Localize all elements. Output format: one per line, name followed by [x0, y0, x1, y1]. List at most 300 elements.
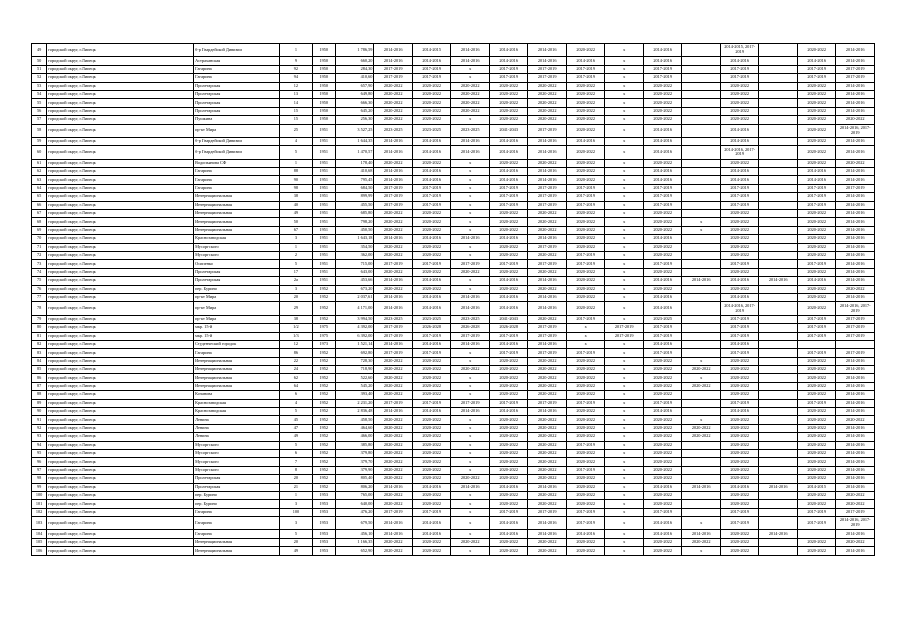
house-number-cell: 9 — [280, 57, 312, 65]
period-cell: 2014-2015 — [412, 44, 451, 57]
period-cell: x — [451, 116, 490, 124]
table-row — [32, 475, 875, 483]
period-cell — [759, 500, 798, 508]
period-cell: 2014-2016 — [451, 57, 490, 65]
period-cell: x — [605, 226, 644, 234]
period-cell: x — [566, 332, 605, 340]
period-cell — [682, 159, 721, 167]
period-cell — [682, 137, 721, 145]
street-cell: Осипенко — [194, 260, 280, 268]
period-cell: 2014-2016 — [643, 340, 682, 348]
period-cell: 2020-2022 — [720, 424, 759, 432]
house-number-cell: 3 — [280, 517, 312, 530]
period-cell: x — [605, 44, 644, 57]
house-number-cell: 22 — [280, 357, 312, 365]
year-cell: 1951 — [312, 193, 335, 201]
period-cell — [682, 116, 721, 124]
period-cell: 2014-2016 — [836, 357, 875, 365]
area-cell: 685,80 — [335, 210, 374, 218]
house-number-cell: 86 — [280, 349, 312, 357]
table-row — [32, 268, 875, 276]
table-row — [32, 146, 875, 159]
period-cell: x — [605, 491, 644, 499]
period-cell: 2017-2019 — [566, 466, 605, 474]
year-cell: 1953 — [312, 491, 335, 499]
house-number-cell: 24 — [280, 366, 312, 374]
municipality-cell: городской округ, г.Липецк — [47, 441, 194, 449]
period-cell: 2017-2019 — [720, 260, 759, 268]
period-cell: 2020-2022 — [566, 235, 605, 243]
period-cell: x — [605, 74, 644, 82]
row-number: 91 — [32, 416, 47, 424]
period-cell: 2017-2019 — [374, 324, 413, 332]
period-cell — [759, 99, 798, 107]
period-cell — [759, 293, 798, 301]
period-cell: x — [605, 218, 644, 226]
period-cell: 2014-2016 — [528, 302, 567, 315]
period-cell: 2020-2022 — [566, 226, 605, 234]
period-cell: 2020-2022 — [451, 107, 490, 115]
area-cell: 643,00 — [335, 268, 374, 276]
period-cell: 2014-2016 — [451, 408, 490, 416]
period-cell: 2020-2022 — [528, 374, 567, 382]
period-cell: 2017-2019 — [566, 315, 605, 323]
municipality-cell: городской округ, г.Липецк — [47, 416, 194, 424]
table-row — [32, 416, 875, 424]
row-number: 63 — [32, 176, 47, 184]
period-cell: 2014-2016 — [412, 277, 451, 285]
street-cell: Астраханская — [194, 57, 280, 65]
period-cell: 2020-2022 — [643, 458, 682, 466]
period-cell: 2014-2016 — [489, 340, 528, 348]
period-cell: 2017-2019 — [836, 74, 875, 82]
period-cell: 2017-2019 — [836, 508, 875, 516]
period-cell — [759, 517, 798, 530]
table-row — [32, 491, 875, 499]
area-cell: 393,40 — [335, 391, 374, 399]
period-cell: 2014-2016 — [528, 44, 567, 57]
period-cell: 2017-2019 — [836, 324, 875, 332]
period-cell: x — [605, 235, 644, 243]
municipality-cell: городской округ, г.Липецк — [47, 382, 194, 390]
street-cell: пр-кт Мира — [194, 315, 280, 323]
municipality-cell: городской округ, г.Липецк — [47, 508, 194, 516]
period-cell: 2020-2022 — [412, 458, 451, 466]
period-cell: 2020-2022 — [797, 218, 836, 226]
period-cell: 2017-2019 — [566, 65, 605, 73]
house-number-cell: 3 — [280, 285, 312, 293]
period-cell: 2014-2016 — [836, 99, 875, 107]
period-cell: x — [451, 547, 490, 555]
period-cell — [682, 500, 721, 508]
period-cell: 2020-2022 — [528, 285, 567, 293]
street-cell: Мусоргского — [194, 458, 280, 466]
period-cell: 2020-2022 — [643, 107, 682, 115]
street-cell: Гагарина — [194, 530, 280, 538]
period-cell: x — [605, 293, 644, 301]
municipality-cell: городской округ, г.Липецк — [47, 332, 194, 340]
period-cell: 2014-2016 — [489, 57, 528, 65]
period-cell: 2020-2022 — [412, 449, 451, 457]
period-cell: 2020-2022 — [643, 491, 682, 499]
table-row — [32, 285, 875, 293]
period-cell: x — [605, 90, 644, 98]
period-cell: x — [605, 530, 644, 538]
period-cell: 2017-2019 — [374, 201, 413, 209]
table-row — [32, 243, 875, 251]
period-cell: 2020-2022 — [797, 424, 836, 432]
period-cell: 2020-2022 — [643, 218, 682, 226]
period-cell: 2017-2019 — [489, 260, 528, 268]
period-cell: 2014-2016 — [412, 293, 451, 301]
table-row — [32, 82, 875, 90]
period-cell — [759, 90, 798, 98]
year-cell: 1952 — [312, 357, 335, 365]
period-cell: 2020-2022 — [374, 116, 413, 124]
period-cell — [682, 146, 721, 159]
house-number-cell: 6 — [280, 391, 312, 399]
table-row — [32, 184, 875, 192]
house-number-cell: 88 — [280, 168, 312, 176]
period-cell: 2020-2022 — [836, 538, 875, 546]
house-number-cell: 49 — [280, 210, 312, 218]
period-cell: 2017-2019 — [605, 332, 644, 340]
period-cell: 2017-2019 — [797, 315, 836, 323]
year-cell: 1953 — [312, 500, 335, 508]
period-cell: 2023-2025 — [643, 315, 682, 323]
house-number-cell: 3 — [280, 500, 312, 508]
period-cell — [759, 201, 798, 209]
period-cell: 2014-2016 — [720, 277, 759, 285]
period-cell: 2020-2022 — [566, 424, 605, 432]
municipality-cell: городской округ, г.Липецк — [47, 293, 194, 301]
period-cell — [759, 315, 798, 323]
period-cell: 2020-2022 — [374, 449, 413, 457]
period-cell: 2017-2019 — [374, 184, 413, 192]
period-cell: 2014-2016 — [566, 530, 605, 538]
period-cell: 2020-2022 — [489, 82, 528, 90]
period-cell: x — [605, 243, 644, 251]
year-cell: 1950 — [312, 74, 335, 82]
period-cell — [682, 408, 721, 416]
period-cell: 2020-2022 — [374, 82, 413, 90]
period-cell: 2020-2022 — [489, 90, 528, 98]
period-cell: 2017-2019 — [528, 243, 567, 251]
year-cell: 1952 — [312, 416, 335, 424]
row-number: 51 — [32, 65, 47, 73]
municipality-cell: городской округ, г.Липецк — [47, 315, 194, 323]
period-cell: 2014-2016 — [643, 44, 682, 57]
period-cell: 2014-2016 — [643, 137, 682, 145]
period-cell: 2017-2019 — [528, 332, 567, 340]
table-row — [32, 235, 875, 243]
period-cell: 2020-2022 — [720, 251, 759, 259]
municipality-cell: городской округ, г.Липецк — [47, 458, 194, 466]
period-cell: 2020-2022 — [797, 475, 836, 483]
street-cell: Мусоргского — [194, 449, 280, 457]
period-cell: 2020-2022 — [412, 268, 451, 276]
period-cell: 2020-2022 — [489, 218, 528, 226]
period-cell: 2020-2022 — [566, 408, 605, 416]
period-cell: 2014-2016 — [412, 530, 451, 538]
period-cell: 2017-2019 — [451, 332, 490, 340]
area-cell: 455,50 — [335, 201, 374, 209]
period-cell: x — [682, 547, 721, 555]
period-cell: 2014-2016 — [451, 137, 490, 145]
period-cell: 2020-2022 — [566, 416, 605, 424]
house-number-cell: 6 — [280, 449, 312, 457]
street-cell: пер. Бурино — [194, 500, 280, 508]
period-cell: 2020-2022 — [412, 374, 451, 382]
period-cell: 2020-2022 — [643, 366, 682, 374]
period-cell: 2020-2022 — [797, 416, 836, 424]
period-cell: 2020-2022 — [643, 441, 682, 449]
period-cell — [759, 508, 798, 516]
period-cell: 2020-2022 — [566, 391, 605, 399]
row-number: 96 — [32, 458, 47, 466]
period-cell: 2023-2025 — [412, 124, 451, 137]
row-number: 86 — [32, 374, 47, 382]
period-cell: 2020-2022 — [528, 382, 567, 390]
period-cell: 2020-2022 — [797, 538, 836, 546]
table-row — [32, 517, 875, 530]
period-cell: 2020-2022 — [528, 475, 567, 483]
year-cell: 1952 — [312, 382, 335, 390]
period-cell: x — [451, 226, 490, 234]
year-cell: 1952 — [312, 315, 335, 323]
period-cell: 2020-2022 — [489, 107, 528, 115]
year-cell: 1952 — [312, 366, 335, 374]
period-cell: x — [451, 517, 490, 530]
period-cell: 2020-2022 — [797, 449, 836, 457]
table-row — [32, 159, 875, 167]
row-number: 87 — [32, 382, 47, 390]
house-number-cell: 20 — [280, 538, 312, 546]
period-cell: 2020-2022 — [528, 357, 567, 365]
period-cell: 2017-2019 — [412, 399, 451, 407]
period-cell: x — [605, 340, 644, 348]
area-cell: 379,90 — [335, 466, 374, 474]
municipality-cell: городской округ, г.Липецк — [47, 408, 194, 416]
period-cell: 2014-2016 — [489, 235, 528, 243]
period-cell: 2017-2019 — [836, 332, 875, 340]
year-cell: 1951 — [312, 210, 335, 218]
street-cell: пр-кт Мира — [194, 293, 280, 301]
period-cell: x — [605, 57, 644, 65]
row-number: 57 — [32, 116, 47, 124]
period-cell: 2014-2016 — [528, 137, 567, 145]
area-cell: 657,90 — [335, 82, 374, 90]
area-cell: 476,20 — [335, 508, 374, 516]
period-cell: 2020-2022 — [566, 458, 605, 466]
period-cell: 2014-2016 — [643, 168, 682, 176]
period-cell: 2020-2022 — [682, 424, 721, 432]
period-cell: 2020-2022 — [720, 226, 759, 234]
period-cell: 2020-2022 — [566, 285, 605, 293]
period-cell: 2014-2016 — [836, 226, 875, 234]
period-cell — [759, 449, 798, 457]
period-cell: 2017-2019 — [566, 201, 605, 209]
house-number-cell: 38 — [280, 193, 312, 201]
period-cell: 2017-2019 — [643, 193, 682, 201]
period-cell: 2020-2022 — [797, 116, 836, 124]
period-cell: 2017-2019 — [412, 65, 451, 73]
period-cell: 2017-2019 — [720, 399, 759, 407]
period-cell: 2020-2022 — [643, 82, 682, 90]
period-cell: x — [605, 159, 644, 167]
period-cell: x — [605, 449, 644, 457]
period-cell: 2014-2016 — [489, 517, 528, 530]
row-number: 98 — [32, 475, 47, 483]
period-cell: 2020-2022 — [720, 475, 759, 483]
period-cell: 2020-2022 — [797, 491, 836, 499]
period-cell: 2020-2022 — [528, 466, 567, 474]
year-cell: 1953 — [312, 517, 335, 530]
period-cell: 2020-2022 — [528, 107, 567, 115]
period-cell: 2014-2016 — [643, 277, 682, 285]
period-cell: 2020-2022 — [412, 538, 451, 546]
row-number: 64 — [32, 184, 47, 192]
street-cell: Интернациональная — [194, 193, 280, 201]
period-cell: 2020-2022 — [374, 226, 413, 234]
period-cell — [759, 210, 798, 218]
period-cell — [682, 324, 721, 332]
area-cell: 464,60 — [335, 424, 374, 432]
house-number-cell: 5 — [280, 530, 312, 538]
period-cell: 2014-2016 — [836, 146, 875, 159]
municipality-cell: городской округ, г.Липецк — [47, 399, 194, 407]
period-cell: 2014-2016 — [797, 168, 836, 176]
house-number-cell: 1/2 — [280, 324, 312, 332]
period-cell: 2017-2019 — [489, 201, 528, 209]
period-cell — [759, 184, 798, 192]
period-cell — [682, 285, 721, 293]
year-cell: 1952 — [312, 475, 335, 483]
municipality-cell: городской округ, г.Липецк — [47, 146, 194, 159]
area-cell: 645,20 — [335, 107, 374, 115]
period-cell: 2020-2022 — [412, 491, 451, 499]
area-cell: 456,10 — [335, 530, 374, 538]
period-cell: 2017-2019 — [797, 260, 836, 268]
period-cell: 2020-2022 — [374, 382, 413, 390]
period-cell: 2020-2022 — [720, 416, 759, 424]
period-cell: 2020-2022 — [528, 391, 567, 399]
municipality-cell: городской округ, г.Липецк — [47, 57, 194, 65]
year-cell: 1951 — [312, 124, 335, 137]
period-cell: 2014-2016 — [720, 124, 759, 137]
period-cell — [682, 193, 721, 201]
street-cell: Гагарина — [194, 508, 280, 516]
period-cell: 2017-2019 — [566, 349, 605, 357]
period-cell — [759, 226, 798, 234]
street-cell: Гагарина — [194, 349, 280, 357]
period-cell: 2017-2019 — [605, 324, 644, 332]
house-number-cell: 14 — [280, 99, 312, 107]
street-cell: Пушкина — [194, 116, 280, 124]
period-cell: 2020-2022 — [720, 90, 759, 98]
area-cell: 692,80 — [335, 349, 374, 357]
period-cell: 2014-2016 — [528, 340, 567, 348]
period-cell: 2014-2016 — [374, 176, 413, 184]
period-cell: 2020-2022 — [412, 116, 451, 124]
period-cell: 2020-2022 — [412, 366, 451, 374]
table-row — [32, 382, 875, 390]
period-cell: 2014-2016 — [374, 235, 413, 243]
row-number: 56 — [32, 107, 47, 115]
period-cell: 2017-2019 — [528, 201, 567, 209]
period-cell: 2014-2016 — [682, 277, 721, 285]
period-cell: 2020-2022 — [682, 433, 721, 441]
period-cell: x — [605, 382, 644, 390]
table-row — [32, 226, 875, 234]
street-cell: Мусоргского — [194, 243, 280, 251]
period-cell: 2017-2019 — [797, 349, 836, 357]
period-cell: 2014-2016 — [412, 57, 451, 65]
period-cell: 2014-2016 — [682, 530, 721, 538]
period-cell: 2020-2022 — [797, 268, 836, 276]
period-cell: 2020-2022 — [720, 458, 759, 466]
area-cell: 458,50 — [335, 416, 374, 424]
period-cell: 2020-2022 — [489, 366, 528, 374]
period-cell: 2020-2022 — [797, 251, 836, 259]
period-cell: x — [605, 475, 644, 483]
period-cell: 2020-2022 — [412, 500, 451, 508]
row-number: 101 — [32, 500, 47, 508]
period-cell: 2020-2022 — [720, 382, 759, 390]
row-number: 104 — [32, 530, 47, 538]
row-number: 92 — [32, 424, 47, 432]
period-cell: 2014-2016 — [528, 483, 567, 491]
period-cell: 2014-2016 — [643, 146, 682, 159]
period-cell: x — [605, 374, 644, 382]
period-cell: x — [682, 218, 721, 226]
period-cell: 2017-2019 — [643, 399, 682, 407]
period-cell: 2014-2016 — [412, 146, 451, 159]
year-cell: 1952 — [312, 349, 335, 357]
period-cell: 2020-2022 — [451, 90, 490, 98]
period-cell: x — [451, 74, 490, 82]
row-number: 76 — [32, 285, 47, 293]
period-cell: 2020-2022 — [412, 357, 451, 365]
period-cell: 2017-2019 — [528, 508, 567, 516]
period-cell: x — [605, 251, 644, 259]
period-cell: 2017-2019 — [720, 201, 759, 209]
period-cell: 2014-2016 — [412, 176, 451, 184]
period-cell: 2014-2016 — [451, 44, 490, 57]
period-cell: 2017-2019 — [528, 193, 567, 201]
row-number: 69 — [32, 226, 47, 234]
row-number: 75 — [32, 277, 47, 285]
period-cell: 2020-2022 — [489, 416, 528, 424]
period-cell: x — [605, 547, 644, 555]
year-cell: 1951 — [312, 146, 335, 159]
period-cell: 2020-2022 — [489, 382, 528, 390]
house-number-cell: 5 — [280, 441, 312, 449]
period-cell: 2014-2016 — [374, 57, 413, 65]
period-cell — [759, 391, 798, 399]
period-cell: 2020-2022 — [412, 90, 451, 98]
period-cell: 2020-2022 — [797, 226, 836, 234]
municipality-cell: городской округ, г.Липецк — [47, 44, 194, 57]
period-cell: 2023-2025 — [451, 315, 490, 323]
area-cell: 1 166,35 — [335, 538, 374, 546]
period-cell: 2020-2022 — [797, 99, 836, 107]
year-cell: 1951 — [312, 137, 335, 145]
municipality-cell: городской округ, г.Липецк — [47, 324, 194, 332]
period-cell: 2014-2016 — [836, 399, 875, 407]
period-cell — [759, 268, 798, 276]
street-cell: Гагарина — [194, 74, 280, 82]
